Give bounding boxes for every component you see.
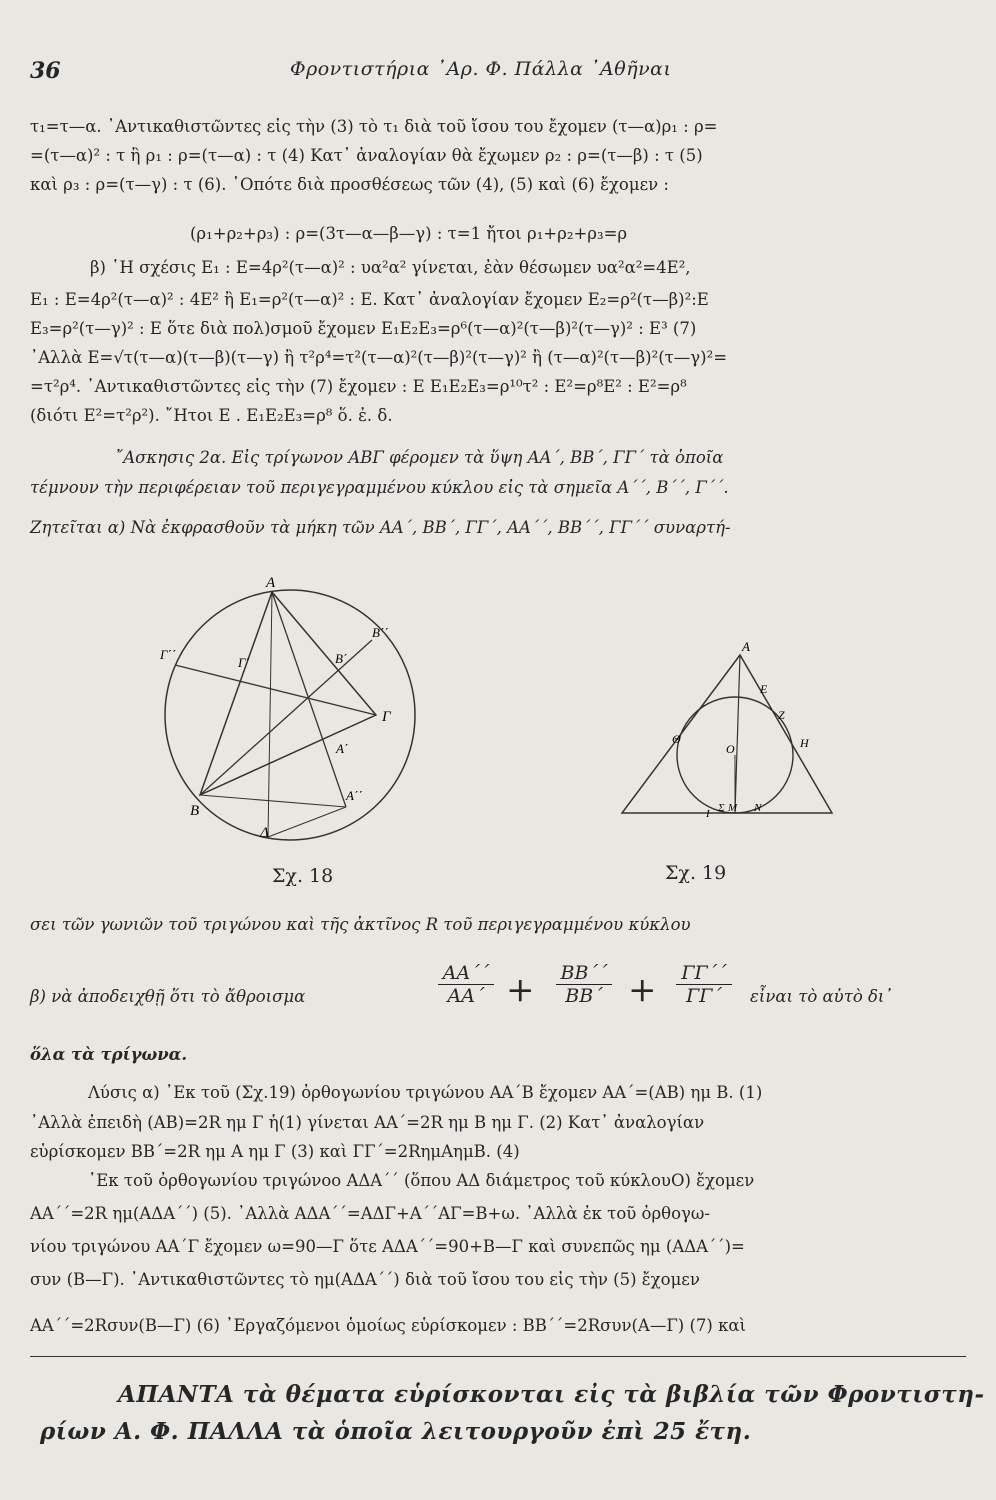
label-E: Ε [760, 682, 768, 696]
label-A: Α [742, 639, 750, 654]
text-line: =(τ—α)² : τ ἢ ρ₁ : ρ=(τ—α) : τ (4) Κατ᾿ ἀναλογίαν θὰ ἔχωμεν ρ₂ : ρ=(τ—β) : τ (5) [30, 146, 703, 165]
fraction-bb [556, 962, 612, 1007]
exercise-line: Ζητεῖται α) Νὰ ἐκφρασθοῦν τὰ μήκη τῶν ΑΑ΄, ΒΒ΄, ΓΓ΄, ΑΑ΄΄, ΒΒ΄΄, ΓΓ΄΄ συναρτή- [30, 518, 731, 537]
text-line: (ρ₁+ρ₂+ρ₃) : ρ=(3τ—α—β—γ) : τ=1 ἤτοι ρ₁+ρ₂+ρ₃=ρ [190, 224, 628, 243]
label-N: Ν [754, 802, 762, 814]
altitude [735, 655, 740, 813]
segment-b-a2 [200, 795, 346, 807]
solution-line: εὑρίσκομεν ΒΒ΄=2R ημ Α ημ Γ (3) καὶ ΓΓ΄=2RημΑημΒ. (4) [30, 1142, 520, 1161]
label-B: Β [190, 803, 200, 819]
label-G1: Γ΄ [238, 655, 250, 670]
label-O: Ο [726, 742, 735, 756]
footer-divider [30, 1356, 966, 1357]
label-Z: Ζ [778, 708, 785, 722]
fraction-numerator: ΓΓ΄΄ [676, 962, 732, 985]
fraction-numerator: ΑΑ΄΄ [438, 962, 494, 985]
figure-18-diagram [150, 575, 440, 845]
running-title: Φροντιστήρια ᾿Αρ. Φ. Πάλλα ᾿Αθῆναι [290, 58, 672, 80]
text-line: β) ῾Η σχέσις Ε₁ : Ε=4ρ²(τ—α)² : υα²α² γίνεται, ἐὰν θέσωμεν υα²α²=4Ε², [90, 258, 691, 277]
plus-sign: + [628, 970, 657, 1010]
footer-line: ρίων Α. Φ. ΠΑΛΛΑ τὰ ὁποῖα λειτουργοῦν ἐπὶ 25 ἔτη. [40, 1418, 752, 1445]
fraction-denominator: ΒΒ΄ [565, 985, 603, 1007]
label-G: Γ [382, 709, 391, 725]
fraction-gg [676, 962, 732, 1007]
text-line: ᾿Αλλὰ Ε=√τ(τ—α)(τ—β)(τ—γ) ἢ τ²ρ⁴=τ²(τ—α)²(τ—β)²(τ—γ)² ἢ (τ—α)²(τ—β)²(τ—γ)²= [30, 348, 728, 367]
label-I: Ι [706, 808, 710, 820]
footer-line: ΑΠΑΝΤΑ τὰ θέματα εὑρίσκονται εἰς τὰ βιβλία τῶν Φροντιστη- [118, 1381, 985, 1408]
label-Th: Θ [672, 732, 681, 746]
exercise-line: ῎Ασκησις 2α. Εἰς τρίγωνον ΑΒΓ φέρομεν τὰ ὕψη ΑΑ΄, ΒΒ΄, ΓΓ΄ τὰ ὁποῖα [115, 448, 724, 467]
figure-18-caption: Σχ. 18 [272, 865, 334, 887]
label-M: Μ [728, 802, 738, 814]
solution-line: νίου τριγώνου ΑΑ΄Γ ἔχομεν ω=90—Γ ὅτε ΑΔΑ΄΄=90+Β—Γ καὶ συνεπῶς ημ (ΑΔΑ΄΄)= [30, 1237, 745, 1256]
altitude-a [272, 592, 349, 807]
solution-line: συν (Β—Γ). ᾿Αντικαθιστῶντες τὸ ημ(ΑΔΑ΄΄) διὰ τοῦ ἴσου του εἰς τὴν (5) ἔχομεν [30, 1270, 700, 1289]
solution-line: Λύσις α) ᾿Εκ τοῦ (Σχ.19) ὀρθογωνίου τριγώνου ΑΑ΄Β ἔχομεν ΑΑ΄=(ΑΒ) ημ Β. (1) [88, 1083, 763, 1102]
text-line: Ε₃=ρ²(τ—γ)² : Ε ὅτε διὰ πολ)σμοῦ ἔχομεν Ε₁Ε₂Ε₃=ρ⁶(τ—α)²(τ—β)²(τ—γ)² : Ε³ (7) [30, 319, 697, 338]
label-A1: Α΄ [336, 741, 349, 756]
text-line: καὶ ρ₃ : ρ=(τ—γ) : τ (6). ῾Οπότε διὰ προσθέσεως τῶν (4), (5) καὶ (6) ἔχομεν : [30, 175, 669, 194]
label-S: Σ [718, 802, 725, 814]
triangle [622, 655, 832, 813]
exercise-line: τέμνουν τὴν περιφέρειαν τοῦ περιγεγραμμένου κύκλου εἰς τὰ σημεῖα Α΄΄, Β΄΄, Γ΄΄. [30, 478, 729, 497]
altitude-g [175, 665, 376, 715]
page-number: 36 [30, 58, 61, 84]
label-B2: Β΄΄ [372, 625, 389, 640]
text-line: ὅλα τὰ τρίγωνα. [30, 1045, 188, 1064]
label-A2: Α΄΄ [346, 788, 363, 803]
text-line: εἶναι τὸ αὐτὸ δι᾿ [750, 987, 893, 1006]
text-line: β) νὰ ἀποδειχθῇ ὅτι τὸ ἄθροισμα [30, 987, 306, 1006]
label-G2: Γ΄΄ [160, 647, 177, 662]
fraction-aa [438, 962, 494, 1007]
plus-sign: + [506, 970, 535, 1010]
label-B1: Β΄ [335, 651, 348, 666]
text-line: σει τῶν γωνιῶν τοῦ τριγώνου καὶ τῆς ἀκτῖνος R τοῦ περιγεγραμμένου κύκλου [30, 915, 691, 934]
figure-19-caption: Σχ. 19 [665, 862, 727, 884]
solution-line: ΑΑ΄΄=2Rσυν(Β—Γ) (6) ᾿Εργαζόμενοι ὁμοίως εὑρίσκομεν : ΒΒ΄΄=2Rσυν(Α—Γ) (7) καὶ [30, 1316, 746, 1335]
text-line: (διότι Ε²=τ²ρ²). ῎Ητοι Ε . Ε₁Ε₂Ε₃=ρ⁸ ὅ. ἐ. δ. [30, 406, 393, 425]
label-H: Η [800, 736, 809, 750]
fraction-numerator: ΒΒ΄΄ [556, 962, 612, 985]
solution-line: ᾿Εκ τοῦ ὀρθογωνίου τριγώνοο ΑΔΑ΄΄ (ὅπου ΑΔ διάμετρος τοῦ κύκλουΟ) ἔχομεν [88, 1171, 755, 1190]
text-line: =τ²ρ⁴. ᾿Αντικαθιστῶντες εἰς τὴν (7) ἔχομεν : Ε Ε₁Ε₂Ε₃=ρ¹⁰τ² : Ε²=ρ⁸Ε² : Ε²=ρ⁸ [30, 377, 687, 396]
text-line: Ε₁ : Ε=4ρ²(τ—α)² : 4Ε² ἢ Ε₁=ρ²(τ—α)² : Ε. Κατ᾿ ἀναλογίαν ἔχομεν Ε₂=ρ²(τ—β)²:Ε [30, 290, 709, 309]
label-D: Δ [260, 825, 269, 841]
text-line: τ₁=τ—α. ᾿Αντικαθιστῶντες εἰς τὴν (3) τὸ τ₁ διὰ τοῦ ἴσου του ἔχομεν (τ—α)ρ₁ : ρ= [30, 117, 718, 136]
figure-19-diagram [610, 635, 850, 825]
fraction-denominator: ΑΑ΄ [447, 985, 485, 1007]
solution-line: ΑΑ΄΄=2R ημ(ΑΔΑ΄΄) (5). ᾿Αλλὰ ΑΔΑ΄΄=ΑΔΓ+Α΄΄ΑΓ=Β+ω. ᾿Αλλὰ ἐκ τοῦ ὀρθογω- [30, 1204, 710, 1223]
solution-line: ᾿Αλλὰ ἐπειδὴ (ΑΒ)=2R ημ Γ ἡ(1) γίνεται ΑΑ΄=2R ημ Β ημ Γ. (2) Κατ᾿ ἀναλογίαν [30, 1113, 705, 1132]
label-A: Α [266, 575, 276, 591]
fraction-denominator: ΓΓ΄ [686, 985, 722, 1007]
